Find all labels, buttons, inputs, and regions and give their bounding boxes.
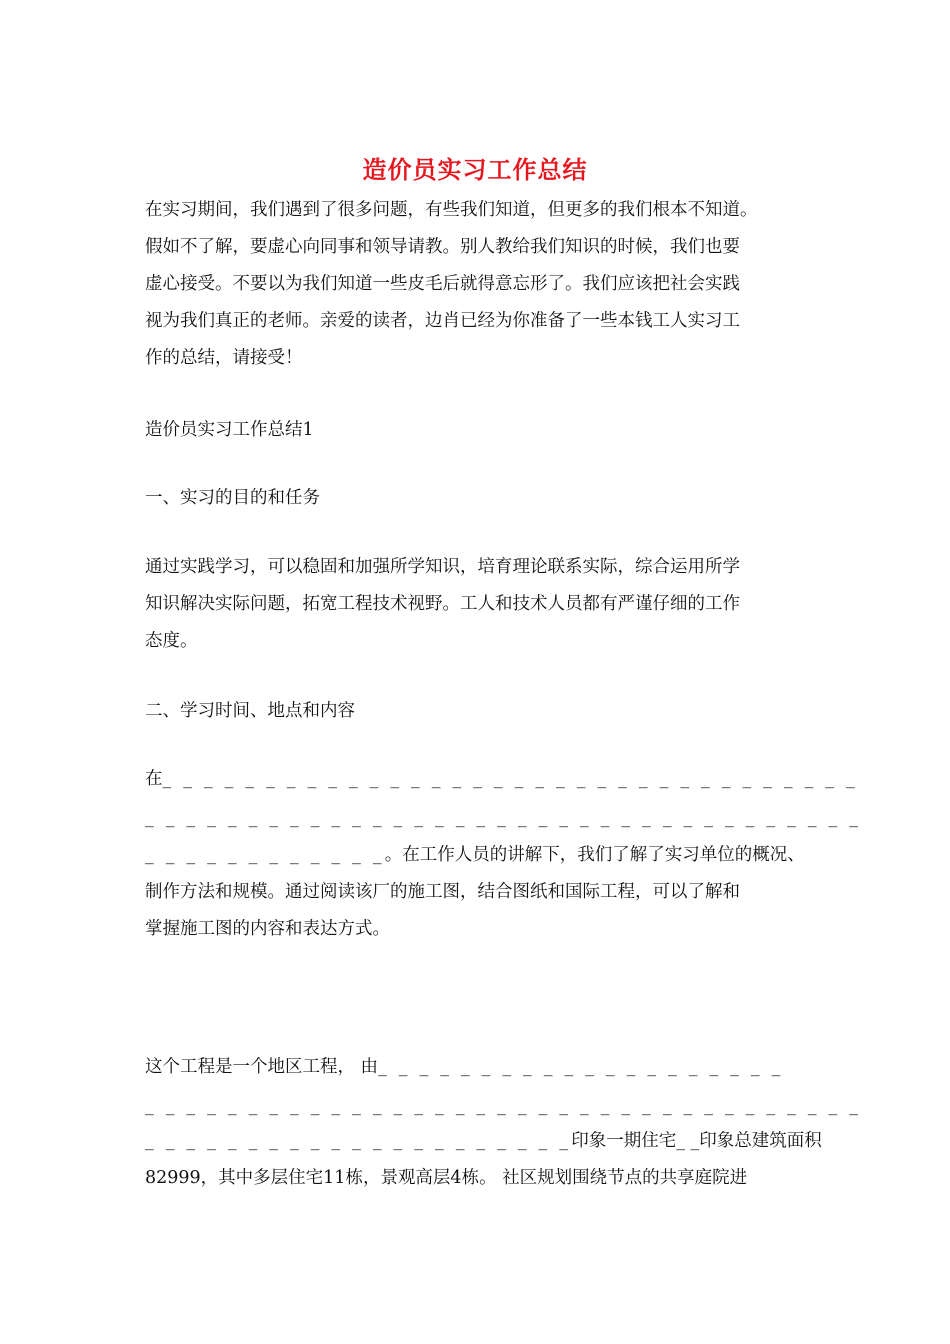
para3-text: 印象一期住宅_ _印象总建筑面积 [571,1131,822,1151]
intro-line-4: 视为我们真正的老师。亲爱的读者，边肖已经为你准备了一些本钱工人实习工 [145,311,740,331]
para1-line-3: 态度。 [145,631,198,651]
fill-blank: _ _ _ _ _ _ _ _ _ _ _ _ _ _ _ _ _ _ _ _ _ _ _ _ _ _ _ _ _ _ _ _ _ _ _ [145,808,862,828]
heading-time-place: 二、学习时间、地点和内容 [145,701,355,721]
fill-blank: _ _ _ _ _ _ _ _ _ _ _ _ _ _ _ _ _ _ _ _ _ _ _ _ _ _ _ _ _ _ _ _ _ _ [162,769,858,789]
para2-prefix: 在 [145,769,163,789]
fill-blank: _ _ _ _ _ _ _ _ _ _ _ _ _ _ _ _ _ _ _ _ _ [145,1131,572,1151]
para3-line-4: 82999，其中多层住宅11栋，景观高层4栋。 社区规划围绕节点的共享庭院进 [145,1168,748,1188]
intro-line-5: 作的总结，请接受！ [145,348,303,368]
intro-line-1: 在实习期间，我们遇到了很多问题，有些我们知道，但更多的我们根本不知道。 [145,200,758,220]
intro-line-2: 假如不了解，要虚心向同事和领导请教。别人教给我们知识的时候，我们也要 [145,237,740,257]
intro-line-3: 虚心接受。不要以为我们知道一些皮毛后就得意忘形了。我们应该把社会实践 [145,274,740,294]
para2-line-4: 制作方法和规模。通过阅读该厂的施工图，结合图纸和国际工程，可以了解和 [145,882,740,902]
para1-line-2: 知识解决实际问题，拓宽工程技术视野。工人和技术人员都有严谨仔细的工作 [145,594,740,614]
para1-line-1: 通过实践学习，可以稳固和加强所学知识，培育理论联系实际，综合运用所学 [145,557,740,577]
section-title: 造价员实习工作总结1 [145,420,314,440]
para2-line-3 [145,843,815,867]
para2-text: 。在工作人员的讲解下，我们了解了实习单位的概况、 [384,845,805,865]
para3-line-2 [145,1094,862,1118]
fill-blank: _ _ _ _ _ _ _ _ _ _ _ _ _ _ _ _ _ _ _ _ [378,1057,784,1077]
para3-prefix: 这个工程是一个地区工程， 由 [145,1057,379,1077]
document-title: 造价员实习工作总结 [362,155,588,184]
heading-purpose: 一、实习的目的和任务 [145,488,320,508]
para2-line-5: 掌握施工图的内容和表达方式。 [145,919,390,939]
para2-line-2 [145,806,862,830]
para3-line-3 [145,1129,822,1153]
fill-blank: _ _ _ _ _ _ _ _ _ _ _ _ [145,845,385,865]
para3-line-1 [145,1055,815,1079]
fill-blank: _ _ _ _ _ _ _ _ _ _ _ _ _ _ _ _ _ _ _ _ _ _ _ _ _ _ _ _ _ _ _ _ _ _ _ [145,1096,862,1116]
para2-line-1 [145,767,858,791]
